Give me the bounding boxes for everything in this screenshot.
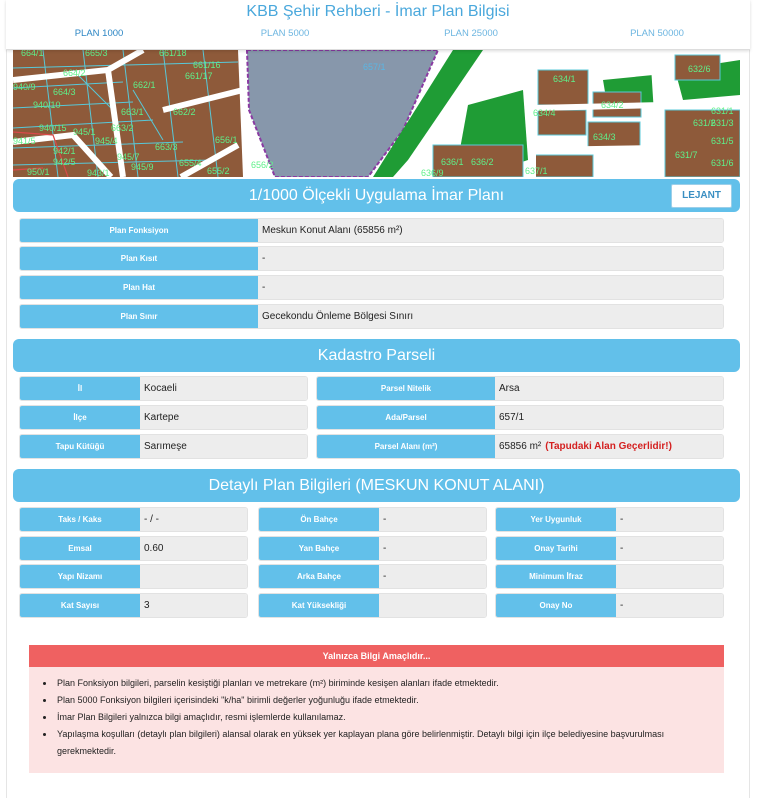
cadastre-row-il [19, 376, 308, 401]
zoning-map[interactable] [13, 50, 740, 177]
map-label: 661/16 [193, 60, 221, 70]
detail-row-kat-sayisi [19, 593, 248, 618]
map-label: 940/10 [33, 100, 61, 110]
map-label: 656/2 [251, 160, 274, 170]
plan-section-header [13, 179, 740, 212]
detail-row-label: Arka Bahçe [259, 565, 379, 588]
cadastre-row-label: Parsel Nitelik [317, 377, 495, 400]
plan-row-label: Plan Kısıt [20, 247, 258, 270]
plan-tabs [6, 28, 750, 44]
map-label: 634/4 [533, 108, 556, 118]
cadastre-row-value: Kocaeli [140, 377, 307, 400]
map-label: 942/1 [53, 146, 76, 156]
cadastre-section-header [13, 339, 740, 372]
plan-section-title: 1/1000 Ölçekli Uygulama İmar Planı [248, 187, 505, 204]
map-label: 634/1 [553, 74, 576, 84]
map-label: 634/2 [601, 100, 624, 110]
detail-row-taks-kaks [19, 507, 248, 532]
detail-row-label: Emsal [20, 537, 140, 560]
app-header [6, 0, 750, 50]
detail-row-label: Onay Tarihi [496, 537, 616, 560]
notice-item: • İmar Plan Bilgileri yalnızca bilgi amaçlıdır, resmi işlemlerde kullanılamaz. [55, 709, 724, 726]
map-label: 631/5 [711, 136, 734, 146]
detail-row-value: - [379, 565, 486, 588]
detail-row-value: - [616, 537, 723, 560]
cadastre-row-label: İl [20, 377, 140, 400]
map-label: 942/5 [53, 157, 76, 167]
tab-plan-5000[interactable]: PLAN 5000 [260, 28, 310, 39]
cadastre-row-tapu-kutugu [19, 434, 308, 459]
plan-row-label: Plan Hat [20, 276, 258, 299]
map-label-selected: 657/1 [363, 62, 386, 72]
map-label: 655/2 [207, 166, 230, 176]
map-label: 940/9 [13, 82, 36, 92]
plan-row-label: Plan Fonksiyon [20, 219, 258, 242]
detail-row-value: - [616, 594, 723, 617]
detail-row-label: Yer Uygunluk [496, 508, 616, 531]
map-label: 656/1 [215, 135, 238, 145]
detail-row-value: 3 [140, 594, 247, 617]
map-label: 945/7 [117, 152, 140, 162]
detail-row-value: - [379, 537, 486, 560]
map-label: 664/3 [53, 87, 76, 97]
cadastre-row-value: Sarımeşe [140, 435, 307, 458]
detail-row-label: Kat Yüksekliği [259, 594, 379, 617]
detail-section-header [13, 469, 740, 502]
map-label: 631/1 [711, 106, 734, 116]
notice-list [29, 667, 724, 760]
cadastre-row-value: 657/1 [495, 406, 723, 429]
detail-row-yan-bahce [258, 536, 487, 561]
map-label: 945/4 [95, 136, 118, 146]
cadastre-section-title: Kadastro Parseli [317, 347, 436, 364]
plan-row-value: Meskun Konut Alanı (65856 m²) [258, 219, 723, 242]
map-label: 634/3 [593, 132, 616, 142]
map-label: 661/17 [185, 71, 213, 81]
notice-item: • Plan Fonksiyon bilgileri, parselin kesiştiği planları ve metrekare (m²) biriminde kesişen alanları ifade etmektedir. [55, 675, 724, 692]
map-label: 631/3 [711, 118, 734, 128]
notice-title: Yalnızca Bilgi Amaçlıdır... [29, 645, 724, 667]
detail-row-emsal [19, 536, 248, 561]
parcel-area-value: 65856 m² [499, 441, 542, 452]
map-label: 636/2 [471, 157, 494, 167]
detail-row-kat-yuksekligi [258, 593, 487, 618]
detail-row-value [140, 565, 247, 588]
cadastre-row-parsel-alani [316, 434, 724, 459]
detail-row-onay-no [495, 593, 724, 618]
map-label: 661/18 [159, 50, 187, 58]
detail-row-label: Ön Bahçe [259, 508, 379, 531]
map-label: 663/3 [155, 142, 178, 152]
plan-row-value: - [258, 247, 723, 270]
plan-row-label: Plan Sınır [20, 305, 258, 328]
tab-plan-1000[interactable]: PLAN 1000 [74, 28, 124, 39]
plan-row-kisit [19, 246, 724, 271]
detail-row-value: - [616, 508, 723, 531]
map-label: 636/1 [441, 157, 464, 167]
plan-row-value: Gecekondu Önleme Bölgesi Sınırı [258, 305, 723, 328]
map-label: 945/9 [131, 162, 154, 172]
detail-row-label: Kat Sayısı [20, 594, 140, 617]
plan-row-hat [19, 275, 724, 300]
cadastre-row-label: Ada/Parsel [317, 406, 495, 429]
detail-row-onay-tarihi [495, 536, 724, 561]
map-svg [13, 50, 740, 177]
map-label: 664/1 [21, 50, 44, 58]
parcel-area-warning: (Tapudaki Alan Geçerlidir!) [545, 441, 672, 452]
detail-row-on-bahce [258, 507, 487, 532]
map-label: 636/9 [421, 168, 444, 177]
map-label: 663/1 [121, 107, 144, 117]
map-label: 664/2 [63, 68, 86, 78]
plan-row-sinir [19, 304, 724, 329]
map-label: 662/1 [133, 80, 156, 90]
map-label: 631/7 [675, 150, 698, 160]
detail-row-yer-uygunluk [495, 507, 724, 532]
map-label: 665/3 [85, 50, 108, 58]
notice-item: • Yapılaşma koşulları (detaylı plan bilgileri) alansal olarak en yüksek yer kaplayan plana göre belirlenmiştir. Detaylı bilgi için ilçe belediyesine başvurulması gerekmektedir. [55, 726, 724, 760]
map-label: 940/15 [39, 123, 67, 133]
detail-row-minimum-ifraz [495, 564, 724, 589]
detail-row-value: 0.60 [140, 537, 247, 560]
notice-item: • Plan 5000 Fonksiyon bilgileri içerisindeki "k/ha" birimli değerler yoğunluğu ifade etmektedir. [55, 692, 724, 709]
cadastre-row-ilce [19, 405, 308, 430]
map-label: 950/1 [27, 167, 50, 177]
plan-row-value: - [258, 276, 723, 299]
detail-row-value [616, 565, 723, 588]
detail-row-arka-bahce [258, 564, 487, 589]
cadastre-row-value: Kartepe [140, 406, 307, 429]
detail-row-label: Yapı Nizamı [20, 565, 140, 588]
cadastre-row-value: Arsa [495, 377, 723, 400]
map-label: 631/2 [693, 118, 716, 128]
detail-section-title: Detaylı Plan Bilgileri (MESKUN KONUT ALANI) [208, 477, 545, 494]
detail-row-yapi-nizami [19, 564, 248, 589]
detail-row-label: Onay No [496, 594, 616, 617]
detail-row-label: Taks / Kaks [20, 508, 140, 531]
legend-button[interactable]: LEJANT [671, 184, 732, 208]
detail-row-label: Minimum İfraz [496, 565, 616, 588]
tab-plan-50000[interactable]: PLAN 50000 [630, 28, 684, 39]
detail-row-label: Yan Bahçe [259, 537, 379, 560]
map-label: 655/4 [179, 158, 202, 168]
cadastre-row-label: Tapu Kütüğü [20, 435, 140, 458]
map-label: 662/2 [173, 107, 196, 117]
map-label: 631/6 [711, 158, 734, 168]
map-label: 632/6 [688, 64, 711, 74]
app-title: KBB Şehir Rehberi - İmar Plan Bilgisi [246, 3, 510, 20]
plan-row-fonksiyon [19, 218, 724, 243]
info-notice [29, 645, 724, 773]
detail-row-value: - [379, 508, 486, 531]
map-label: 943/1 [87, 168, 110, 177]
detail-row-value: - / - [140, 508, 247, 531]
cadastre-row-parsel-nitelik [316, 376, 724, 401]
map-label: 663/2 [111, 123, 134, 133]
map-label: 637/1 [525, 166, 548, 176]
cadastre-row-label: İlçe [20, 406, 140, 429]
cadastre-row-label: Parsel Alanı (m²) [317, 435, 495, 458]
map-label: 945/1 [73, 127, 96, 137]
cadastre-row-value-wrap [495, 435, 723, 458]
cadastre-row-ada-parsel [316, 405, 724, 430]
tab-plan-25000[interactable]: PLAN 25000 [444, 28, 498, 39]
detail-row-value [379, 594, 486, 617]
map-label: 941/5 [13, 136, 36, 146]
